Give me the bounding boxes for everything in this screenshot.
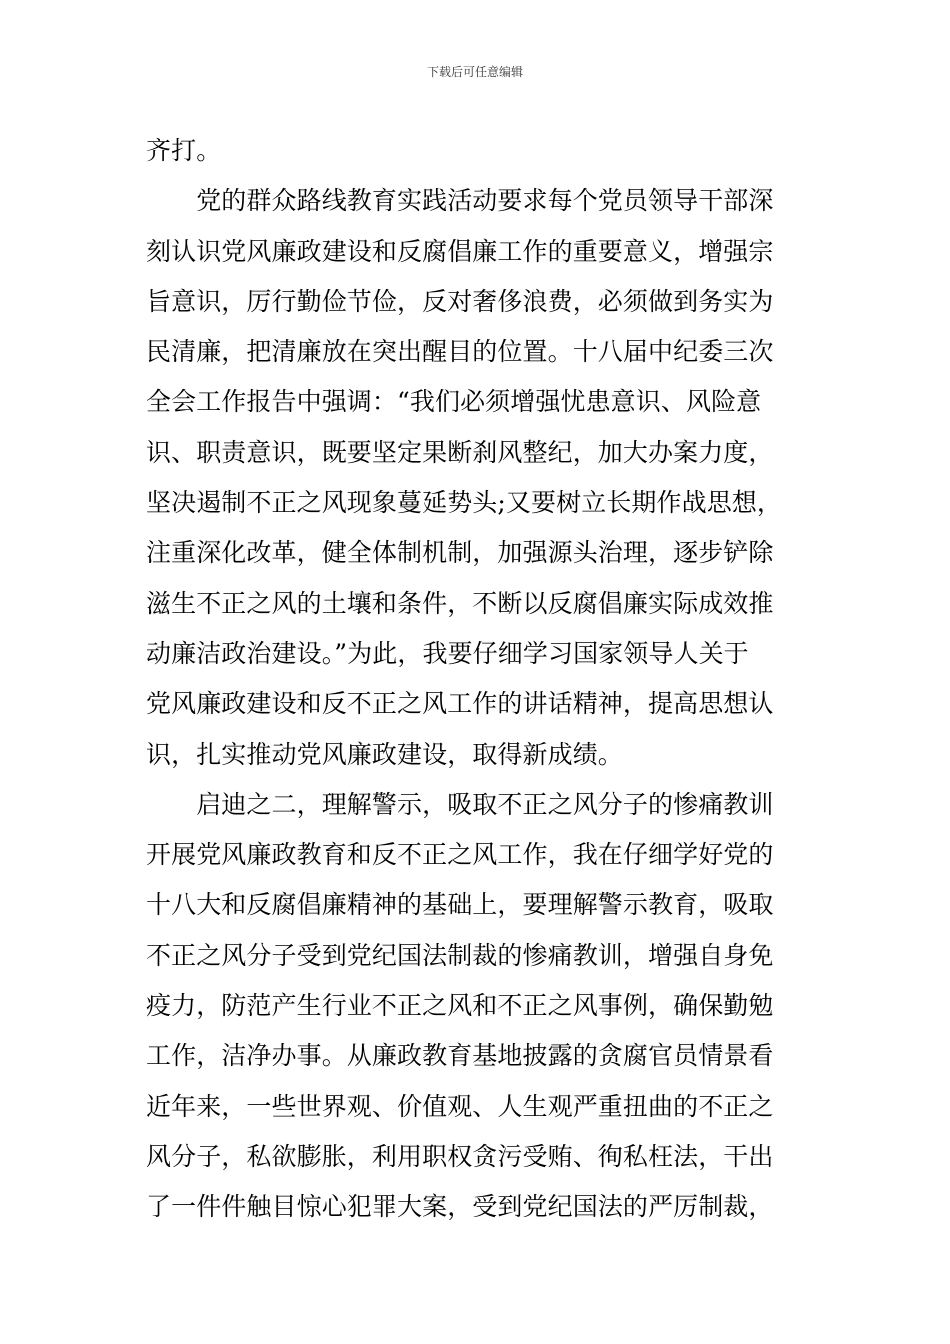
text-line: 近年来，一些世界观、价值观、人生观严重扭曲的不正之 bbox=[146, 1091, 774, 1121]
text-line: 党风廉政建设和反不正之风工作的讲话精神，提高思想认 bbox=[146, 689, 774, 719]
text-line: 工作，洁净办事。从廉政教育基地披露的贪腐官员情景看 bbox=[146, 1041, 774, 1071]
text-line: 识、职责意识，既要坚定果断刹风整纪，加大办案力度， bbox=[146, 437, 774, 467]
text-line: 滋生不正之风的土壤和条件，不断以反腐倡廉实际成效推 bbox=[146, 588, 774, 618]
text-line: 十八大和反腐倡廉精神的基础上，要理解警示教育，吸取 bbox=[146, 890, 774, 920]
text-line: 民清廉，把清廉放在突出醒目的位置。十八届中纪委三次 bbox=[146, 337, 774, 367]
text-line: 注重深化改革，健全体制机制，加强源头治理，逐步铲除 bbox=[146, 538, 774, 568]
page-header: 下载后可任意编辑 bbox=[426, 65, 523, 79]
text-line: 识，扎实推动党风廉政建设，取得新成绩。 bbox=[146, 739, 623, 769]
text-line: 齐打。 bbox=[146, 136, 222, 165]
text-line: 坚决遏制不正之风现象蔓延势头;又要树立长期作战思想， bbox=[146, 488, 783, 518]
text-line: 启迪之二，理解警示，吸取不正之风分子的惨痛教训 bbox=[146, 789, 774, 819]
text-line: 党的群众路线教育实践活动要求每个党员领导干部深 bbox=[146, 186, 774, 216]
text-line: 开展党风廉政教育和反不正之风工作，我在仔细学好党的 bbox=[146, 840, 774, 870]
text-line: 全会工作报告中强调：“我们必须增强忧患意识、风险意 bbox=[146, 387, 762, 417]
text-line: 旨意识，厉行勤俭节俭，反对奢侈浪费，必须做到务实为 bbox=[146, 286, 774, 316]
text-line: 动廉洁政治建设。”为此，我要仔细学习国家领导人关于 bbox=[146, 638, 749, 668]
text-line: 风分子，私欲膨胀，利用职权贪污受贿、徇私枉法，干出 bbox=[146, 1141, 774, 1171]
text-line: 疫力，防范产生行业不正之风和不正之风事例，确保勤勉 bbox=[146, 991, 774, 1021]
text-line: 不正之风分子受到党纪国法制裁的惨痛教训，增强自身免 bbox=[146, 940, 774, 970]
document-body bbox=[146, 126, 806, 1233]
text-line: 了一件件触目惊心犯罪大案，受到党纪国法的严厉制裁， bbox=[146, 1192, 774, 1222]
text-line: 刻认识党风廉政建设和反腐倡廉工作的重要意义，增强宗 bbox=[146, 236, 774, 266]
